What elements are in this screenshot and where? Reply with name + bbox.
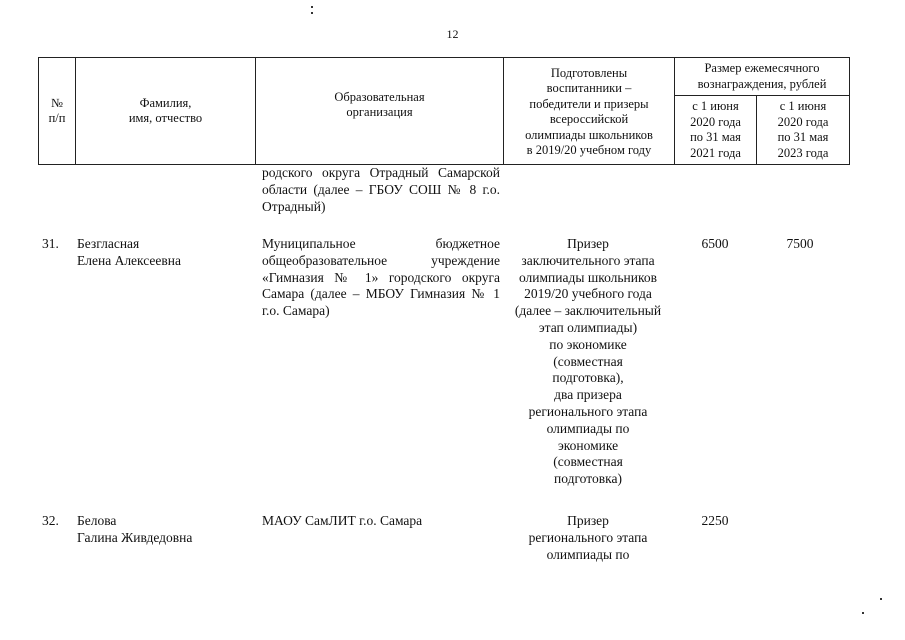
- scan-mark: [880, 598, 882, 600]
- row-name: Безгласная Елена Алексеевна: [77, 236, 181, 268]
- row-prepared: Призер регионального этапа олимпиады по: [528, 513, 648, 562]
- scan-mark: [311, 6, 313, 8]
- header-name-cell: [76, 58, 255, 164]
- header-num: № п/п: [48, 95, 66, 125]
- row-reward-1: 2250: [701, 513, 729, 528]
- header-num-cell: [39, 58, 75, 164]
- header-reward: Размер ежемесячного вознаграждения, рублей: [697, 61, 827, 91]
- page-number: 12: [446, 27, 459, 41]
- header-period2-cell: [757, 96, 849, 164]
- header-org-cell: [256, 58, 503, 152]
- row-name: Белова Галина Живдедовна: [77, 513, 193, 545]
- scan-mark: [862, 612, 864, 614]
- row-reward-2: 7500: [786, 236, 814, 251]
- continuation-org: родского округа Отрадный Самарской области (далее – ГБОУ СОШ № 8 г.о. Отрадный): [262, 165, 500, 214]
- scan-mark: [311, 12, 313, 14]
- row-prepared: Призер заключительного этапа олимпиады школьников 2019/20 учебного года (далее – заключительный этап олимпиады) по экономике (совместная подготовка), два призера регионального этапа олимпиады по экономике (совместная подготовка): [514, 236, 662, 487]
- row-org: МАОУ СамЛИТ г.о. Самара: [262, 513, 423, 528]
- header-period2: с 1 июня 2020 года по 31 мая 2023 года: [777, 99, 829, 160]
- row-num: 31.: [42, 236, 59, 251]
- header-name: Фамилия, имя, отчество: [128, 95, 203, 125]
- header-prepared: Подготовлены воспитанники – победители и призеры всероссийской олимпиады школьников в 2019/20 учебном году: [525, 65, 653, 157]
- row-num: 32.: [42, 513, 59, 528]
- header-period1-cell: [675, 96, 756, 164]
- header-prepared-cell: [504, 59, 674, 165]
- header-period1: с 1 июня 2020 года по 31 мая 2021 года: [690, 99, 741, 160]
- header-org: Образовательная организация: [334, 89, 425, 119]
- row-org: Муниципальное бюджетное общеобразовательное учреждение «Гимназия № 1» городского округа Самара (далее – МБОУ Гимназия № 1 г.о. Самара): [262, 236, 500, 319]
- table-header: [38, 57, 850, 165]
- row-reward-1: 6500: [701, 236, 729, 251]
- header-reward-cell: [675, 58, 849, 95]
